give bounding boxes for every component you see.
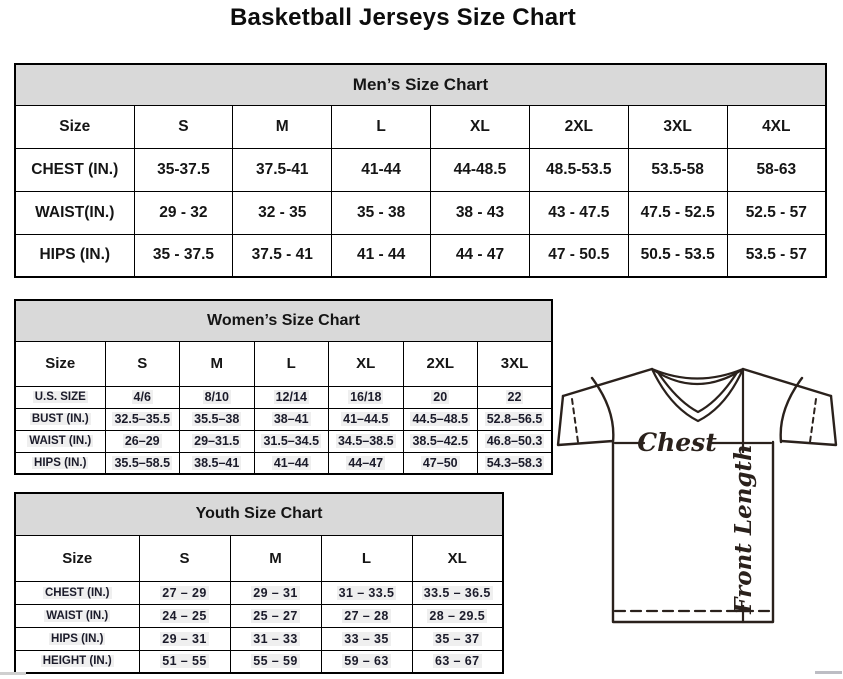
jersey-right-shoulder — [743, 369, 831, 396]
page-title: Basketball Jerseys Size Chart — [230, 4, 576, 31]
column-header: L — [332, 105, 431, 148]
table-row — [15, 604, 503, 627]
row-label: CHEST (IN.) — [15, 148, 134, 191]
row-label: HIPS (IN.) — [15, 452, 105, 474]
table-title: Youth Size Chart — [15, 493, 503, 535]
table-row — [15, 581, 503, 604]
size-value-cell: 20 — [403, 386, 478, 408]
size-value-cell: 53.5 - 57 — [727, 234, 826, 277]
jersey-front-diagram — [552, 355, 842, 675]
row-label: U.S. SIZE — [15, 386, 105, 408]
size-value-cell: 44-48.5 — [431, 148, 530, 191]
row-label: HIPS (IN.) — [15, 234, 134, 277]
size-value-cell: 54.3–58.3 — [478, 452, 553, 474]
size-value-cell: 29–31.5 — [180, 430, 255, 452]
jersey-left-sleeve-dashed-line — [572, 399, 578, 442]
column-header: 3XL — [478, 341, 553, 386]
table-row — [15, 650, 503, 673]
size-value-cell: 38 - 43 — [431, 191, 530, 234]
size-value-cell: 31.5–34.5 — [254, 430, 329, 452]
row-label: WAIST(IN.) — [15, 191, 134, 234]
row-label: BUST (IN.) — [15, 408, 105, 430]
size-value-cell: 35 – 37 — [412, 627, 503, 650]
size-value-cell: 58-63 — [727, 148, 826, 191]
size-value-cell: 35.5–58.5 — [105, 452, 180, 474]
jersey-left-armhole-seam — [592, 378, 613, 442]
size-value-cell: 37.5-41 — [233, 148, 332, 191]
column-header: L — [321, 535, 412, 581]
size-value-cell: 41 - 44 — [332, 234, 431, 277]
row-label: WAIST (IN.) — [15, 430, 105, 452]
front-length-label: Front Length — [730, 444, 757, 614]
size-value-cell: 50.5 - 53.5 — [628, 234, 727, 277]
column-header: S — [139, 535, 230, 581]
size-value-cell: 63 – 67 — [412, 650, 503, 673]
column-header: S — [105, 341, 180, 386]
row-label: WAIST (IN.) — [15, 604, 139, 627]
size-value-cell: 16/18 — [329, 386, 404, 408]
table-row — [15, 452, 552, 474]
youth-size-table — [14, 492, 504, 674]
size-value-cell: 24 – 25 — [139, 604, 230, 627]
scrollbar-fragment-left — [0, 672, 26, 675]
jersey-right-armhole-seam — [781, 378, 802, 442]
size-value-cell: 41–44 — [254, 452, 329, 474]
size-value-cell: 44.5–48.5 — [403, 408, 478, 430]
size-value-cell: 12/14 — [254, 386, 329, 408]
column-header: S — [134, 105, 233, 148]
size-value-cell: 59 – 63 — [321, 650, 412, 673]
column-header: XL — [329, 341, 404, 386]
size-value-cell: 22 — [478, 386, 553, 408]
size-value-cell: 51 – 55 — [139, 650, 230, 673]
size-value-cell: 44–47 — [329, 452, 404, 474]
size-value-cell: 38.5–41 — [180, 452, 255, 474]
column-header: M — [230, 535, 321, 581]
table-row — [15, 148, 826, 191]
table-row — [15, 627, 503, 650]
size-value-cell: 32 - 35 — [233, 191, 332, 234]
size-value-cell: 37.5 - 41 — [233, 234, 332, 277]
column-header: 2XL — [403, 341, 478, 386]
size-value-cell: 48.5-53.5 — [529, 148, 628, 191]
size-value-cell: 41-44 — [332, 148, 431, 191]
column-header: XL — [412, 535, 503, 581]
size-value-cell: 32.5–35.5 — [105, 408, 180, 430]
column-header: 4XL — [727, 105, 826, 148]
size-value-cell: 35 - 37.5 — [134, 234, 233, 277]
size-value-cell: 25 – 27 — [230, 604, 321, 627]
table-title: Men’s Size Chart — [15, 64, 826, 105]
size-value-cell: 35-37.5 — [134, 148, 233, 191]
size-value-cell: 8/10 — [180, 386, 255, 408]
jersey-left-sleeve — [558, 396, 613, 445]
size-value-cell: 55 – 59 — [230, 650, 321, 673]
row-label: HIPS (IN.) — [15, 627, 139, 650]
size-value-cell: 33.5 – 36.5 — [412, 581, 503, 604]
table-row — [15, 234, 826, 277]
size-value-cell: 38–41 — [254, 408, 329, 430]
size-value-cell: 33 – 35 — [321, 627, 412, 650]
size-value-cell: 29 – 31 — [139, 627, 230, 650]
size-value-cell: 47–50 — [403, 452, 478, 474]
size-value-cell: 34.5–38.5 — [329, 430, 404, 452]
table-row — [15, 408, 552, 430]
size-value-cell: 41–44.5 — [329, 408, 404, 430]
column-header: Size — [15, 535, 139, 581]
size-value-cell: 29 - 32 — [134, 191, 233, 234]
size-value-cell: 31 – 33 — [230, 627, 321, 650]
row-label: CHEST (IN.) — [15, 581, 139, 604]
table-row — [15, 386, 552, 408]
mens-size-table — [14, 63, 827, 278]
column-header: M — [180, 341, 255, 386]
size-value-cell: 27 – 29 — [139, 581, 230, 604]
womens-size-table — [14, 299, 553, 475]
jersey-left-shoulder — [563, 369, 652, 396]
table-title: Women’s Size Chart — [15, 300, 552, 341]
size-value-cell: 53.5-58 — [628, 148, 727, 191]
table-row — [15, 191, 826, 234]
chest-label: Chest — [637, 428, 717, 457]
row-label: HEIGHT (IN.) — [15, 650, 139, 673]
scrollbar-fragment-right — [815, 671, 842, 674]
column-header: L — [254, 341, 329, 386]
size-value-cell: 26–29 — [105, 430, 180, 452]
size-value-cell: 44 - 47 — [431, 234, 530, 277]
size-value-cell: 27 – 28 — [321, 604, 412, 627]
column-header: Size — [15, 341, 105, 386]
jersey-right-sleeve — [781, 396, 836, 445]
column-header: 3XL — [628, 105, 727, 148]
size-value-cell: 29 – 31 — [230, 581, 321, 604]
size-value-cell: 35.5–38 — [180, 408, 255, 430]
size-value-cell: 4/6 — [105, 386, 180, 408]
size-value-cell: 31 – 33.5 — [321, 581, 412, 604]
column-header: Size — [15, 105, 134, 148]
column-header: XL — [431, 105, 530, 148]
size-value-cell: 47.5 - 52.5 — [628, 191, 727, 234]
size-value-cell: 52.8–56.5 — [478, 408, 553, 430]
column-header: M — [233, 105, 332, 148]
jersey-right-sleeve-dashed-line — [810, 399, 816, 442]
size-value-cell: 38.5–42.5 — [403, 430, 478, 452]
size-value-cell: 47 - 50.5 — [529, 234, 628, 277]
size-value-cell: 28 – 29.5 — [412, 604, 503, 627]
size-value-cell: 46.8–50.3 — [478, 430, 553, 452]
table-row — [15, 430, 552, 452]
size-value-cell: 43 - 47.5 — [529, 191, 628, 234]
size-value-cell: 52.5 - 57 — [727, 191, 826, 234]
size-value-cell: 35 - 38 — [332, 191, 431, 234]
column-header: 2XL — [529, 105, 628, 148]
